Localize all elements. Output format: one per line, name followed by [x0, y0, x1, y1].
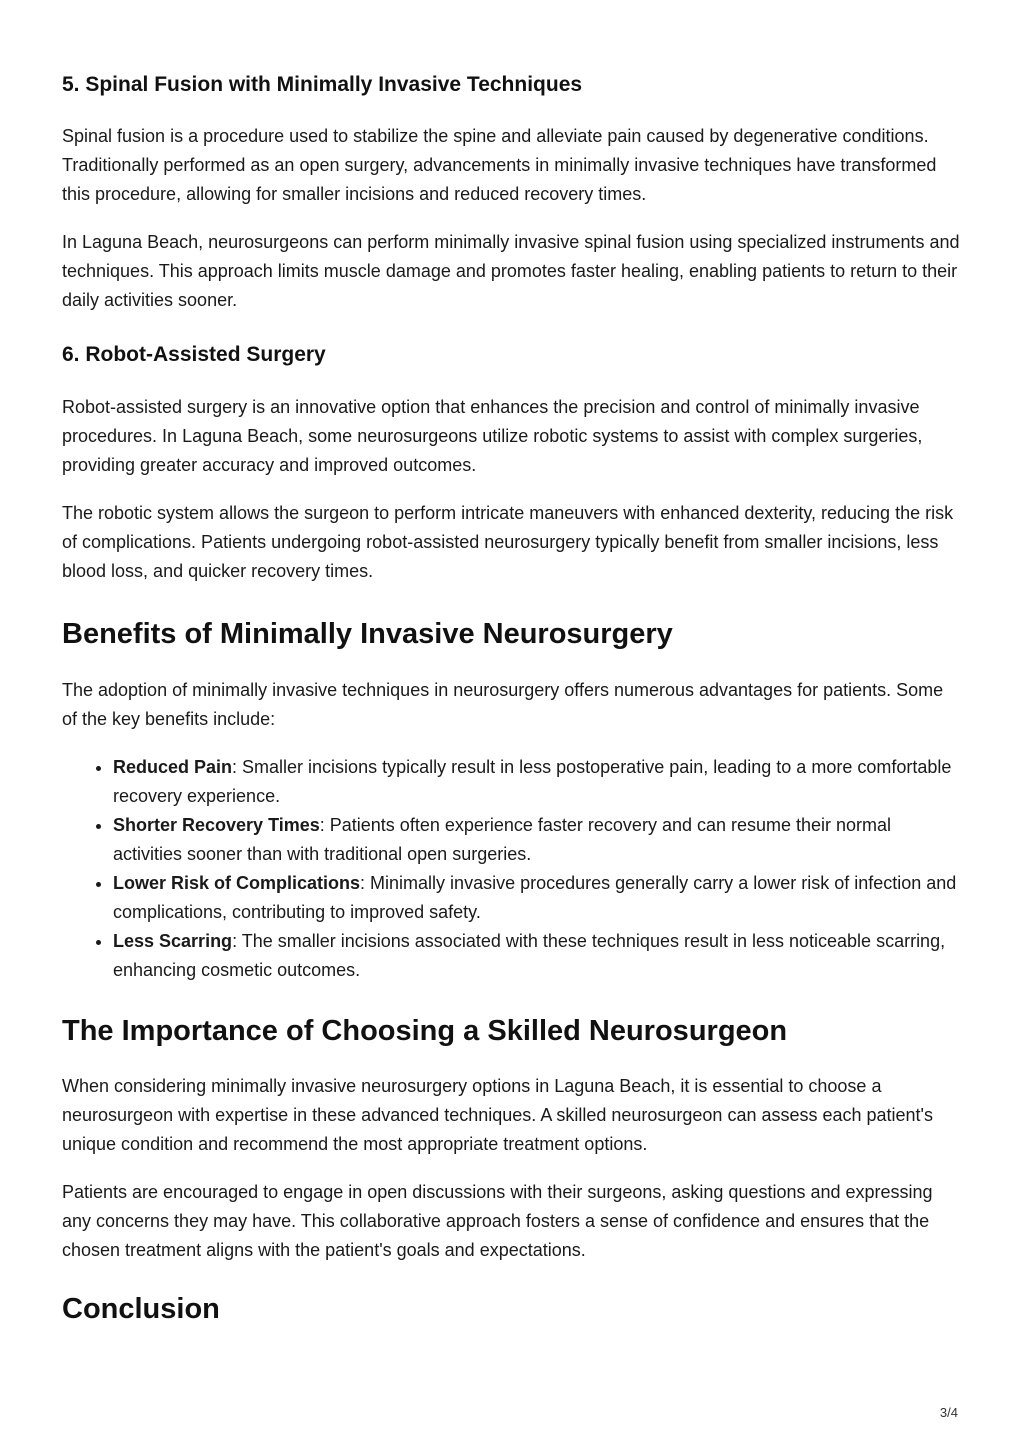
section-heading-importance: The Importance of Choosing a Skilled Neurosurgeon	[62, 1015, 788, 1047]
page-number: 3/4	[939, 1405, 958, 1420]
benefit-term: Lower Risk of Complications	[113, 873, 361, 893]
section-heading-benefits: Benefits of Minimally Invasive Neurosurgery	[62, 618, 673, 650]
section-heading-conclusion: Conclusion	[62, 1293, 220, 1325]
list-item	[113, 811, 962, 869]
section-heading-robot-assisted: 6. Robot-Assisted Surgery	[62, 343, 326, 366]
benefit-description: : The smaller incisions associated with these techniques result in less noticeable scarring, enhancing cosmetic outcomes.	[113, 931, 946, 980]
benefits-list	[62, 753, 962, 985]
paragraph-importance-1: When considering minimally invasive neurosurgery options in Laguna Beach, it is essential to choose a neurosurgeon with expertise in these advanced techniques. A skilled neurosurgeon can assess each patient's unique condition and recommend the most appropriate treatment options.	[62, 1076, 933, 1154]
paragraph-importance-2: Patients are encouraged to engage in open discussions with their surgeons, asking questions and expressing any concerns they may have. This collaborative approach fosters a sense of confidence and ensures that the chosen treatment aligns with the patient's goals and expectations.	[62, 1182, 933, 1260]
document-page	[62, 0, 962, 1327]
paragraph-benefits-intro: The adoption of minimally invasive techniques in neurosurgery offers numerous advantages for patients. Some of the key benefits include:	[62, 680, 944, 729]
list-item	[113, 869, 962, 927]
benefit-term: Shorter Recovery Times	[113, 815, 320, 835]
benefit-description: : Patients often experience faster recovery and can resume their normal activities sooner than with traditional open surgeries.	[113, 815, 892, 864]
benefit-description: : Smaller incisions typically result in less postoperative pain, leading to a more comfortable recovery experience.	[113, 757, 952, 806]
paragraph-robot-assisted-2: The robotic system allows the surgeon to perform intricate maneuvers with enhanced dexterity, reducing the risk of complications. Patients undergoing robot-assisted neurosurgery typically benefit from smaller incisions, less blood loss, and quicker recovery times.	[62, 503, 954, 581]
paragraph-robot-assisted-1: Robot-assisted surgery is an innovative option that enhances the precision and control of minimally invasive procedures. In Laguna Beach, some neurosurgeons utilize robotic systems to assist with complex surgeries, providing greater accuracy and improved outcomes.	[62, 397, 923, 475]
paragraph-spinal-fusion-2: In Laguna Beach, neurosurgeons can perform minimally invasive spinal fusion using specialized instruments and techniques. This approach limits muscle damage and promotes faster healing, enabling patients to return to their daily activities sooner.	[62, 232, 960, 310]
paragraph-spinal-fusion-1: Spinal fusion is a procedure used to stabilize the spine and alleviate pain caused by degenerative conditions. Traditionally performed as an open surgery, advancements in minimally invasive techniques have transformed this procedure, allowing for smaller incisions and reduced recovery times.	[62, 126, 937, 204]
list-item	[113, 927, 962, 985]
benefit-term: Reduced Pain	[113, 757, 233, 777]
section-heading-spinal-fusion: 5. Spinal Fusion with Minimally Invasive Techniques	[62, 73, 583, 96]
benefit-description: : Minimally invasive procedures generally carry a lower risk of infection and complications, contributing to improved safety.	[113, 873, 957, 922]
list-item	[113, 753, 962, 811]
benefit-term: Less Scarring	[113, 931, 233, 951]
